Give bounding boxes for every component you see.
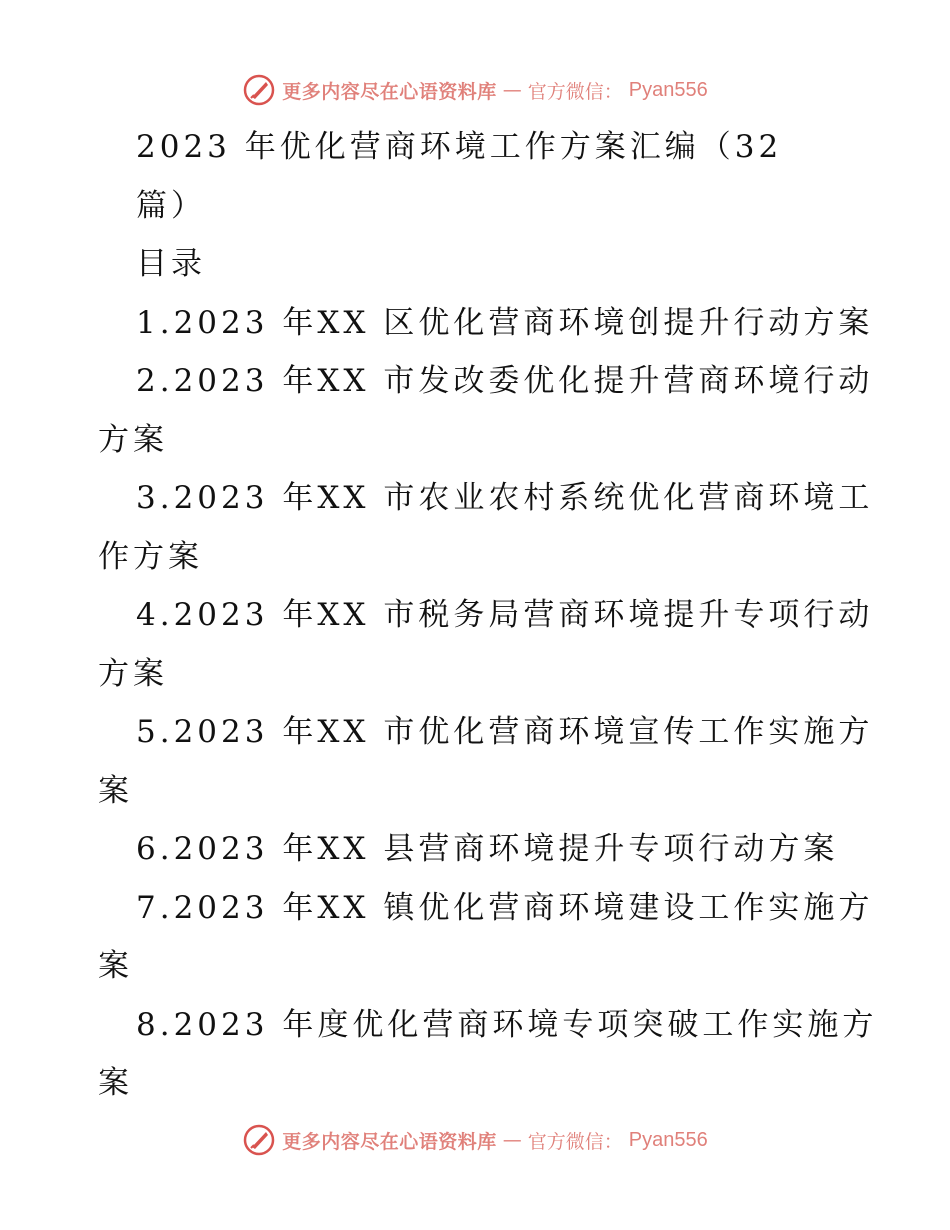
quill-logo-icon [242, 73, 276, 107]
toc-item-2: 2.2023 年XX 市发改委优化提升营商环境行动 [136, 363, 874, 399]
watermark-account: Pyan556 [628, 78, 708, 101]
toc-item-3: 3.2023 年XX 市农业农村系统优化营商环境工 [136, 480, 874, 516]
toc-item-7: 7.2023 年XX 镇优化营商环境建设工作实施方 [136, 889, 874, 926]
watermark-separator: — [502, 1129, 522, 1151]
document-body [98, 118, 878, 1113]
toc-item-2-cont: 方案 [98, 421, 168, 458]
toc-heading: 目录 [136, 246, 206, 282]
toc-item-1: 1.2023 年XX 区优化营商环境创提升行动方案 [136, 304, 874, 341]
toc-item-4: 4.2023 年XX 市税务局营商环境提升专项行动 [136, 597, 874, 633]
toc-item-6: 6.2023 年XX 县营商环境提升专项行动方案 [136, 831, 839, 867]
toc-item-7-cont: 案 [98, 948, 133, 984]
toc-item-8: 8.2023 年度优化营商环境专项突破工作实施方 [136, 1006, 878, 1043]
toc-item-3-cont: 作方案 [98, 538, 203, 575]
quill-logo-icon [242, 1123, 276, 1157]
doc-title-line-2: 篇） [136, 187, 206, 224]
watermark-label: 官方微信： [527, 80, 623, 103]
watermark-text: 更多内容尽在心语资料库 [282, 1130, 497, 1153]
watermark-header [0, 70, 950, 110]
watermark-label: 官方微信： [527, 1130, 623, 1153]
toc-item-4-cont: 方案 [98, 655, 168, 692]
doc-title-line-1: 2023 年优化营商环境工作方案汇编（32 [136, 129, 783, 165]
watermark-account: Pyan556 [628, 1128, 708, 1151]
toc-item-5-cont: 案 [98, 772, 133, 809]
toc-item-5: 5.2023 年XX 市优化营商环境宣传工作实施方 [136, 714, 874, 750]
toc-item-8-cont: 案 [98, 1065, 133, 1101]
watermark-text: 更多内容尽在心语资料库 [282, 80, 497, 103]
watermark-separator: — [502, 79, 522, 101]
watermark-footer [0, 1120, 950, 1160]
